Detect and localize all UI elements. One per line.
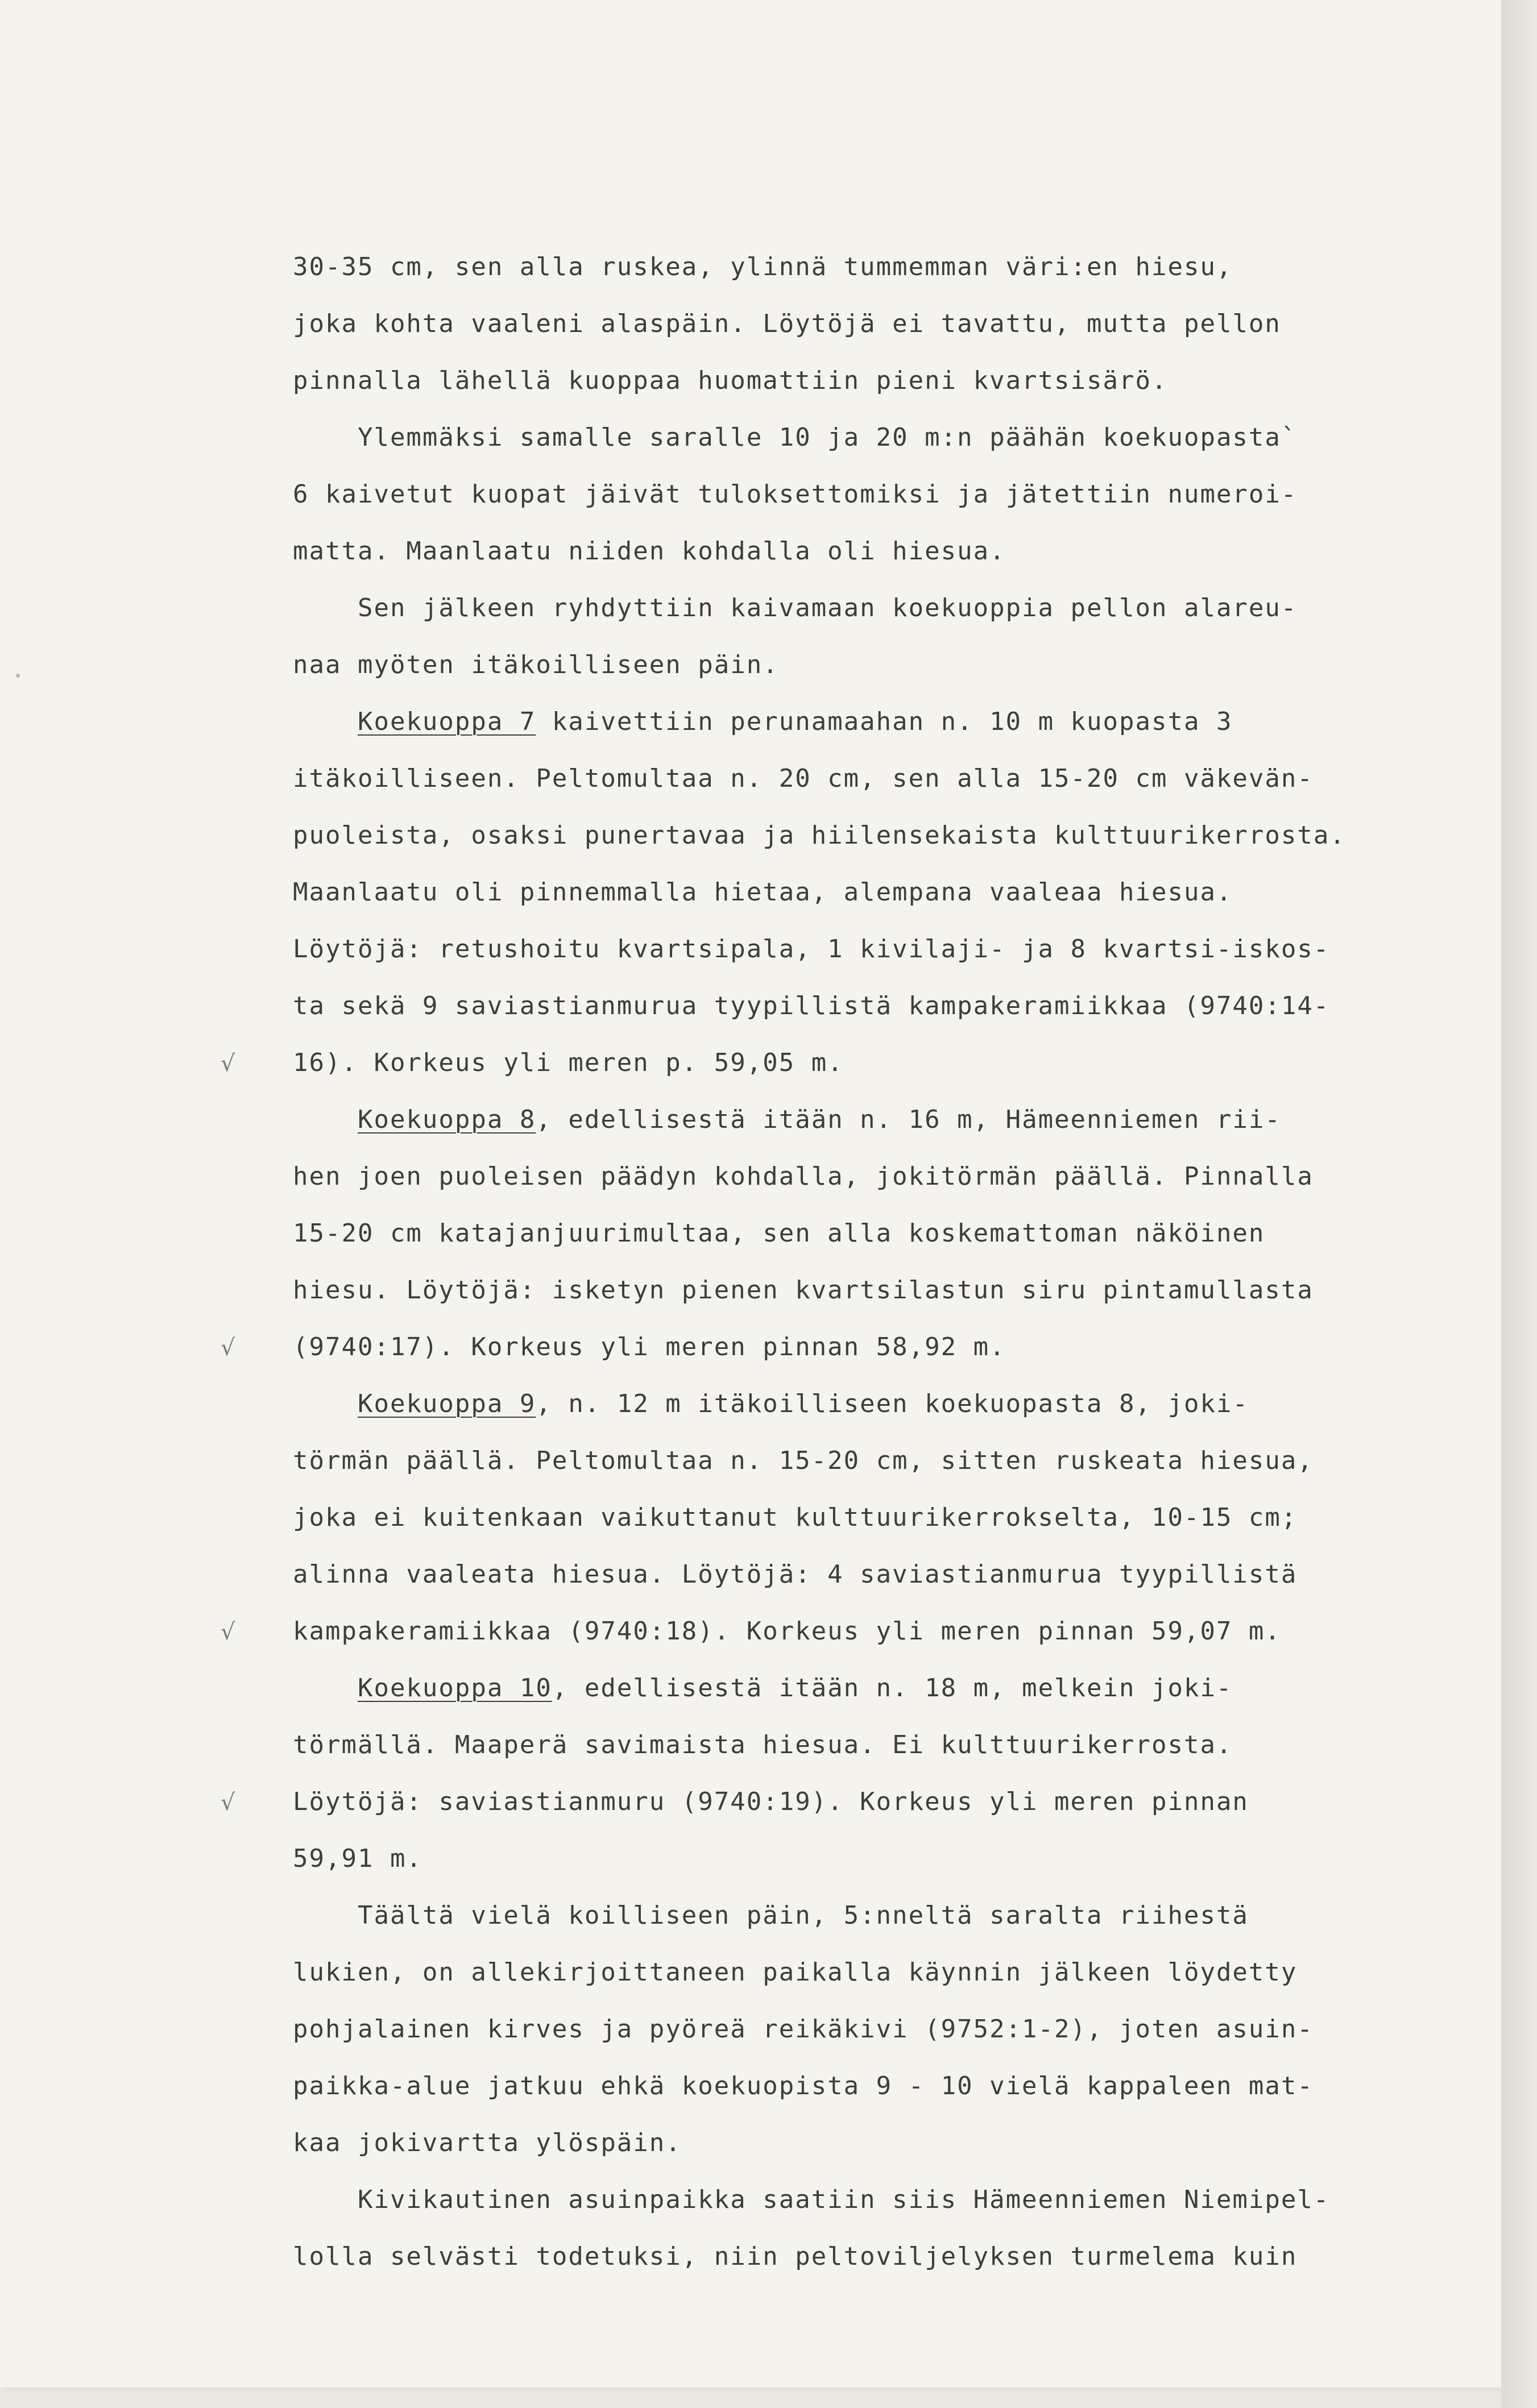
underlined-heading: Koekuoppa 9: [357, 1389, 536, 1418]
text-line: [293, 239, 1504, 296]
text-line: [293, 694, 1504, 750]
text-line: [293, 1830, 1504, 1887]
text-segment: [293, 1674, 358, 1703]
text-line: [293, 2172, 1504, 2228]
text-segment: kaa jokivartta ylöspäin.: [293, 2128, 682, 2157]
margin-check-mark: √: [221, 1051, 235, 1077]
text-segment: lolla selvästi todetuksi, niin peltoviljelyksen turmelema kuin: [293, 2242, 1298, 2271]
text-segment: [293, 1389, 358, 1418]
text-segment: pinnalla lähellä kuoppaa huomattiin pieni kvartsisärö.: [293, 366, 1168, 395]
text-line: [293, 1887, 1504, 1944]
text-line: [293, 1148, 1504, 1205]
text-segment: , n. 12 m itäkoilliseen koekuopasta 8, joki-: [536, 1389, 1249, 1418]
text-line: [293, 1660, 1504, 1717]
text-line: [293, 1603, 1504, 1660]
text-line: [293, 1433, 1504, 1489]
text-segment: Täältä vielä koilliseen päin, 5:nneltä saralta riihestä: [293, 1901, 1249, 1930]
text-line: [293, 1205, 1504, 1262]
text-line: [293, 807, 1504, 864]
text-segment: ta sekä 9 saviastianmurua tyypillistä kampakeramiikkaa (9740:14-: [293, 991, 1330, 1020]
text-segment: (9740:17). Korkeus yli meren pinnan 58,92 m.: [293, 1332, 1006, 1361]
text-line: [293, 352, 1504, 409]
text-line: [293, 1774, 1504, 1830]
underlined-heading: Koekuoppa 7: [357, 707, 536, 736]
margin-check-mark: √: [221, 1335, 235, 1361]
text-segment: kaivettiin perunamaahan n. 10 m kuopasta 3: [536, 707, 1233, 736]
text-line: [293, 580, 1504, 637]
text-segment: törmällä. Maaperä savimaista hiesua. Ei kulttuurikerrosta.: [293, 1730, 1233, 1759]
text-line: [293, 2001, 1504, 2058]
text-line: [293, 921, 1504, 978]
text-line: [293, 1944, 1504, 2001]
text-segment: 30-35 cm, sen alla ruskea, ylinnä tummemman väri:en hiesu,: [293, 252, 1233, 281]
text-line: [293, 2058, 1504, 2115]
text-segment: puoleista, osaksi punertavaa ja hiilensekaista kulttuurikerrosta.: [293, 821, 1346, 850]
text-line: [293, 1717, 1504, 1774]
text-segment: 16). Korkeus yli meren p. 59,05 m.: [293, 1048, 844, 1077]
text-segment: [293, 1105, 358, 1134]
text-segment: 59,91 m.: [293, 1844, 422, 1873]
text-line: [293, 1091, 1504, 1148]
text-line: [293, 1546, 1504, 1603]
typewritten-text-body: [293, 239, 1504, 2285]
text-segment: lukien, on allekirjoittaneen paikalla käynnin jälkeen löydetty: [293, 1958, 1298, 1987]
text-line: [293, 637, 1504, 694]
text-segment: joka ei kuitenkaan vaikuttanut kulttuurikerrokselta, 10-15 cm;: [293, 1503, 1298, 1532]
text-segment: Kivikautinen asuinpaikka saatiin siis Hämeenniemen Niemipel-: [293, 2185, 1330, 2214]
text-segment: pohjalainen kirves ja pyöreä reikäkivi (9752:1-2), joten asuin-: [293, 2015, 1314, 2044]
text-segment: , edellisestä itään n. 16 m, Hämeenniemen rii-: [536, 1105, 1281, 1134]
text-segment: Ylemmäksi samalle saralle 10 ja 20 m:n päähän koekuopasta`: [293, 423, 1298, 452]
text-segment: hiesu. Löytöjä: isketyn pienen kvartsilastun siru pintamullasta: [293, 1276, 1314, 1305]
text-line: [293, 466, 1504, 523]
text-segment: törmän päällä. Peltomultaa n. 15-20 cm, sitten ruskeata hiesua,: [293, 1446, 1314, 1475]
text-segment: Sen jälkeen ryhdyttiin kaivamaan koekuoppia pellon alareu-: [293, 593, 1298, 622]
text-segment: joka kohta vaaleni alaspäin. Löytöjä ei tavattu, mutta pellon: [293, 309, 1281, 338]
text-segment: naa myöten itäkoilliseen päin.: [293, 650, 779, 679]
text-line: [293, 523, 1504, 580]
text-segment: Löytöjä: retushoitu kvartsipala, 1 kivilaji- ja 8 kvartsi-iskos-: [293, 935, 1330, 964]
text-segment: hen joen puoleisen päädyn kohdalla, jokitörmän päällä. Pinnalla: [293, 1162, 1314, 1191]
paper-speck: [16, 674, 20, 678]
text-line: [293, 2228, 1504, 2285]
margin-check-mark: √: [221, 1619, 235, 1645]
text-line: [293, 1035, 1504, 1091]
text-line: [293, 978, 1504, 1035]
underlined-heading: Koekuoppa 10: [357, 1674, 552, 1703]
text-segment: Löytöjä: saviastianmuru (9740:19). Korkeus yli meren pinnan: [293, 1787, 1249, 1816]
underlined-heading: Koekuoppa 8: [357, 1105, 536, 1134]
text-line: [293, 1262, 1504, 1319]
margin-check-mark: √: [221, 1790, 235, 1816]
text-segment: 15-20 cm katajanjuurimultaa, sen alla koskemattoman näköinen: [293, 1219, 1265, 1248]
text-segment: itäkoilliseen. Peltomultaa n. 20 cm, sen alla 15-20 cm väkevän-: [293, 764, 1314, 793]
text-line: [293, 1319, 1504, 1376]
text-line: [293, 296, 1504, 352]
text-segment: alinna vaaleata hiesua. Löytöjä: 4 saviastianmurua tyypillistä: [293, 1560, 1298, 1589]
text-line: [293, 750, 1504, 807]
text-segment: Maanlaatu oli pinnemmalla hietaa, alempana vaaleaa hiesua.: [293, 878, 1233, 907]
text-line: [293, 1489, 1504, 1546]
text-segment: [293, 707, 358, 736]
text-line: [293, 409, 1504, 466]
page-edge-shadow: [1501, 0, 1537, 2408]
text-line: [293, 864, 1504, 921]
text-segment: , edellisestä itään n. 18 m, melkein joki-: [552, 1674, 1233, 1703]
text-segment: paikka-alue jatkuu ehkä koekuopista 9 - 10 vielä kappaleen mat-: [293, 2071, 1314, 2100]
text-line: [293, 2115, 1504, 2172]
text-segment: kampakeramiikkaa (9740:18). Korkeus yli meren pinnan 59,07 m.: [293, 1617, 1281, 1646]
text-segment: 6 kaivetut kuopat jäivät tuloksettomiksi ja jätettiin numeroi-: [293, 480, 1298, 509]
text-segment: matta. Maanlaatu niiden kohdalla oli hiesua.: [293, 537, 1006, 566]
text-line: [293, 1376, 1504, 1433]
